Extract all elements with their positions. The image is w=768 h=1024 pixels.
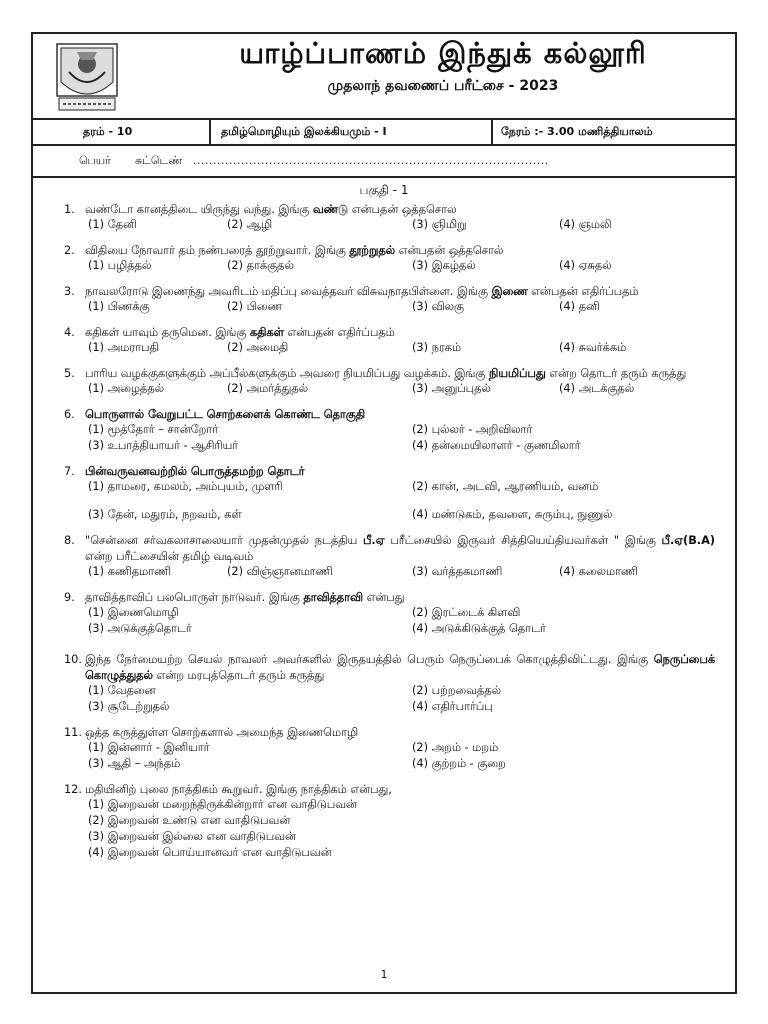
answer-option[interactable]: (3) வர்த்தகமாணி: [412, 565, 503, 578]
question-text-part: நாவலரோடு இணைந்து அவரிடம் மதிப்பு வைத்தவர் விசுவநாதபிள்ளை. இங்கு: [85, 285, 492, 298]
question-text: [85, 725, 715, 741]
question-number: 10.: [64, 653, 82, 666]
options-row: [33, 218, 735, 234]
options-row: [33, 423, 735, 439]
options-row: [33, 341, 735, 357]
keyword: பீ.ஏ: [363, 534, 385, 547]
question-text-part: விதியை நோவார் தம் நண்பரைத் தூற்றுவார். இங்கு: [85, 244, 350, 257]
answer-option[interactable]: (1) இணைமொழி: [88, 606, 179, 619]
answer-option[interactable]: (2) புல்லர் - அறிவிலார்: [412, 423, 533, 436]
questions-body: [33, 177, 735, 871]
question-text-part: என்பதன் ஒத்தசொல்: [395, 244, 504, 257]
question-number: 7.: [64, 465, 75, 478]
question-text: [85, 366, 715, 382]
keyword: தாவித்தாவி: [303, 591, 363, 604]
question-text-part: என்ற பரீட்சையின் தமிழ் வடிவம்: [85, 550, 254, 563]
question-text-part: கதிகள் யாவும் தருமென. இங்கு: [85, 326, 250, 339]
spacer: [33, 524, 735, 533]
college-crest-logo: [55, 42, 119, 114]
answer-option[interactable]: (3) தேன், மதுரம், நறவம், கள்: [88, 508, 242, 521]
question-text-part: என்பது: [362, 591, 405, 604]
question-text: [85, 284, 715, 300]
answer-option[interactable]: (3) நரகம்: [412, 341, 461, 354]
question: [33, 325, 735, 341]
question-text: [85, 652, 715, 684]
answer-option[interactable]: (1) தாமரை, கமலம், அம்புயம், முளரி: [88, 480, 283, 493]
question: [33, 590, 735, 606]
question-text: [85, 533, 715, 565]
options-row: [33, 741, 735, 757]
question-text: பொருளால் வேறுபட்ட சொற்களைக் கொண்ட தொகுதி: [85, 408, 365, 421]
question-text-part: என்பதன் ஒத்தசொல: [348, 203, 457, 216]
question: [33, 782, 735, 798]
question-text-part: பரீட்சையில் இருவர் சித்தியெய்தியவர்கள் " இங்கு: [384, 534, 662, 547]
answer-option[interactable]: (4) மண்டுகம், தவளை, சுரும்பு, நுணுல்: [412, 508, 613, 521]
question-text-part: என்ற மரபுத்தொடர் தரும் கருத்து: [152, 669, 325, 682]
options-row: [33, 480, 735, 496]
answer-option[interactable]: (2) பிணை: [227, 300, 282, 313]
question-number: 6.: [64, 408, 75, 421]
question-text-part: இந்த நேர்மையற்ற செயல் நாவலர் அவர்களில் இருதயத்தில் பெரும் நெருப்பைக் கொழுத்திவிட்டது. இங்கு: [85, 653, 654, 666]
answer-option[interactable]: (2) இறைவன் உண்டு என வாதிடுபவன்: [88, 814, 291, 827]
keyword: நியமிப்பது: [488, 367, 546, 380]
question: [33, 407, 735, 423]
options-row: [33, 300, 735, 316]
question-number: 11.: [64, 726, 82, 739]
answer-option[interactable]: (2) தாக்குதல்: [227, 259, 294, 272]
time-allowed: நேரம் :- 3.00 மணித்தியாலம்: [501, 125, 653, 138]
question-text-part: வண்டோ கானத்திடை யிருந்து வந்து. இங்கு: [85, 203, 313, 216]
name-entry-line[interactable]: .........................................................................................: [193, 154, 549, 167]
answer-option[interactable]: (1) அழைத்தல்: [88, 382, 165, 395]
answer-option[interactable]: (3) இகழ்தல்: [412, 259, 476, 272]
keyword: பீ.ஏ(B.A): [661, 534, 716, 547]
question-number: 2.: [64, 244, 75, 257]
keyword: இணை: [491, 285, 528, 298]
question: [33, 533, 735, 565]
options-row: [33, 700, 735, 716]
question-number: 9.: [64, 591, 75, 604]
question-text: [85, 325, 715, 341]
spacer: [33, 357, 735, 366]
question-text: [85, 202, 715, 218]
options-row: [33, 798, 735, 814]
answer-option[interactable]: (2) பற்றவைத்தல்: [412, 684, 501, 697]
answer-option[interactable]: (4) ஏசுதல்: [559, 259, 612, 272]
options-row: [33, 259, 735, 275]
spacer: [33, 234, 735, 243]
subject: தமிழ்மொழியும் இலக்கியமும் - I: [211, 120, 493, 144]
answer-option[interactable]: (3) விலகு: [412, 300, 464, 313]
answer-option[interactable]: (1) கணிதமாணி: [88, 565, 171, 578]
question-text-part: மதியினிற் புலை நாத்திகம் கூறுவர். இங்கு நாத்திகம் என்பது,: [85, 783, 392, 796]
question: [33, 202, 735, 218]
answer-option[interactable]: (4) தன்மையிலாளர் - குணமிலார்: [412, 439, 581, 452]
question-text-part: என்பதன் எதிர்ப்பதம்: [527, 285, 639, 298]
answer-option[interactable]: (4) குற்றம் - குறை: [412, 757, 506, 770]
answer-option[interactable]: (3) உபாத்தியாயர் - ஆசிரியர்: [88, 439, 239, 452]
options-row: [33, 439, 735, 455]
keyword: தூற்றுதல்: [349, 244, 396, 257]
question-number: 12.: [64, 783, 82, 796]
question-number: 4.: [64, 326, 75, 339]
answer-option[interactable]: (1) பிணக்கு: [88, 300, 150, 313]
section-title: பகுதி - 1: [359, 183, 409, 197]
question-number: 3.: [64, 285, 75, 298]
spacer: [33, 455, 735, 464]
question: [33, 464, 735, 480]
spacer: [33, 716, 735, 725]
spacer: [33, 316, 735, 325]
keyword: நெருப்பைக் கொழுத்துதல்: [85, 653, 715, 682]
options-row: [33, 846, 735, 862]
answer-option[interactable]: (4) கலைமாணி: [559, 565, 638, 578]
exam-page: [31, 32, 737, 994]
keyword: வண்டு: [312, 203, 349, 216]
answer-option[interactable]: (4) ஞமலி: [559, 218, 612, 231]
answer-option[interactable]: (1) பழித்தல்: [88, 259, 152, 272]
answer-option[interactable]: (3) அனுப்புதல்: [412, 382, 491, 395]
options-row: [33, 830, 735, 846]
question-text-part: தாவித்தாவிப் பலபொருள் நாடுவர். இங்கு: [85, 591, 304, 604]
question: [33, 652, 735, 684]
spacer: [33, 496, 735, 508]
answer-option[interactable]: (4) அடக்குதல்: [559, 382, 635, 395]
options-row: [33, 684, 735, 700]
question-text: பின்வருவனவற்றில் பொருத்தமற்ற தொடர்: [85, 465, 305, 478]
answer-option[interactable]: (4) சுவர்க்கம்: [559, 341, 627, 354]
options-row: [33, 757, 735, 773]
answer-option[interactable]: (4) தனி: [559, 300, 600, 313]
exam-title: முதலாந் தவணைப் பரீட்சை - 2023: [327, 78, 559, 94]
info-row: [33, 120, 735, 146]
answer-option[interactable]: (3) ஆதி – அந்தம்: [88, 757, 181, 770]
answer-option[interactable]: (1) அமராபதி: [88, 341, 159, 354]
answer-option[interactable]: (3) ஞிமிறு: [412, 218, 467, 231]
question-text: [85, 243, 715, 259]
options-row: [33, 814, 735, 830]
question: [33, 366, 735, 382]
question-number: 8.: [64, 534, 75, 547]
spacer: [33, 773, 735, 782]
answer-option[interactable]: (2) விஞ்ஞானமாணி: [227, 565, 333, 578]
options-row: [33, 622, 735, 638]
options-row: [33, 382, 735, 398]
answer-option[interactable]: (2) இரட்டைக் கிளவி: [412, 606, 521, 619]
page-number: 1: [380, 968, 388, 981]
question-text-part: ஒத்த கருத்துள்ள சொற்களால் அமைந்த இணைமொழி: [85, 726, 359, 739]
question-text-part: என்ற தொடர் தரும் கருத்து: [545, 367, 687, 380]
question-number: 1.: [64, 203, 75, 216]
options-row: [33, 508, 735, 524]
spacer: [33, 638, 735, 652]
answer-option[interactable]: (2) கான், அடவி, ஆரணியம், வனம்: [412, 480, 599, 493]
question: [33, 284, 735, 300]
keyword: கதிகள்: [249, 326, 284, 339]
answer-option[interactable]: (2) அறம் - மறம்: [412, 741, 499, 754]
answer-option[interactable]: (4) எதிர்பார்ப்பு: [412, 700, 493, 713]
options-row: [33, 606, 735, 622]
name-row: [33, 146, 735, 178]
grade: தரம் - 10: [33, 120, 211, 144]
answer-option[interactable]: (2) அமர்த்துதல்: [227, 382, 309, 395]
answer-option[interactable]: (1) இன்னார் - இனியார்: [88, 741, 210, 754]
spacer: [33, 862, 735, 871]
answer-option[interactable]: (1) மூத்தோர் – சான்றோர்: [88, 423, 219, 436]
answer-option[interactable]: (3) அடுக்குத்தொடர்: [88, 622, 192, 635]
answer-option[interactable]: (2) அமைதி: [227, 341, 289, 354]
answer-option[interactable]: (1) இறைவன் மறைந்திருக்கின்றார் என வாதிடுபவன்: [88, 798, 357, 811]
exam-header: [33, 34, 735, 120]
question-text: [85, 782, 715, 798]
answer-option[interactable]: (4) அடுக்கிடுக்குத் தொடர்: [412, 622, 546, 635]
question-text: [85, 590, 715, 606]
answer-option[interactable]: (3) சூடேற்றுதல்: [88, 700, 170, 713]
name-label: பெயர்: [79, 154, 111, 167]
answer-option[interactable]: (1) வேதனை: [88, 684, 156, 697]
question-text-part: என்பதன் எதிர்ப்பதம்: [283, 326, 395, 339]
options-row: [33, 565, 735, 581]
question-number: 5.: [64, 367, 75, 380]
question-text-part: பாரிய வழக்குகளுக்கும் அப்பீல்களுக்கும் அவரை நியமிப்பது வழக்கம். இங்கு: [85, 367, 489, 380]
answer-option[interactable]: (4) இறைவன் பொய்யானவர் என வாதிடுபவன்: [88, 846, 332, 859]
question: [33, 725, 735, 741]
answer-option[interactable]: (2) ஆழி: [227, 218, 272, 231]
school-name: யாழ்ப்பாணம் இந்துக் கல்லூரி: [239, 36, 647, 70]
question-text-part: "சென்னை சர்வகலாசாலையார் முதன்முதல் நடத்திய: [85, 534, 364, 547]
index-label: சுட்டெண்: [135, 154, 183, 167]
answer-option[interactable]: (3) இறைவன் இல்லை என வாதிடுபவன்: [88, 830, 296, 843]
spacer: [33, 581, 735, 590]
spacer: [33, 275, 735, 284]
spacer: [33, 398, 735, 407]
answer-option[interactable]: (1) தேனி: [88, 218, 137, 231]
question: [33, 243, 735, 259]
